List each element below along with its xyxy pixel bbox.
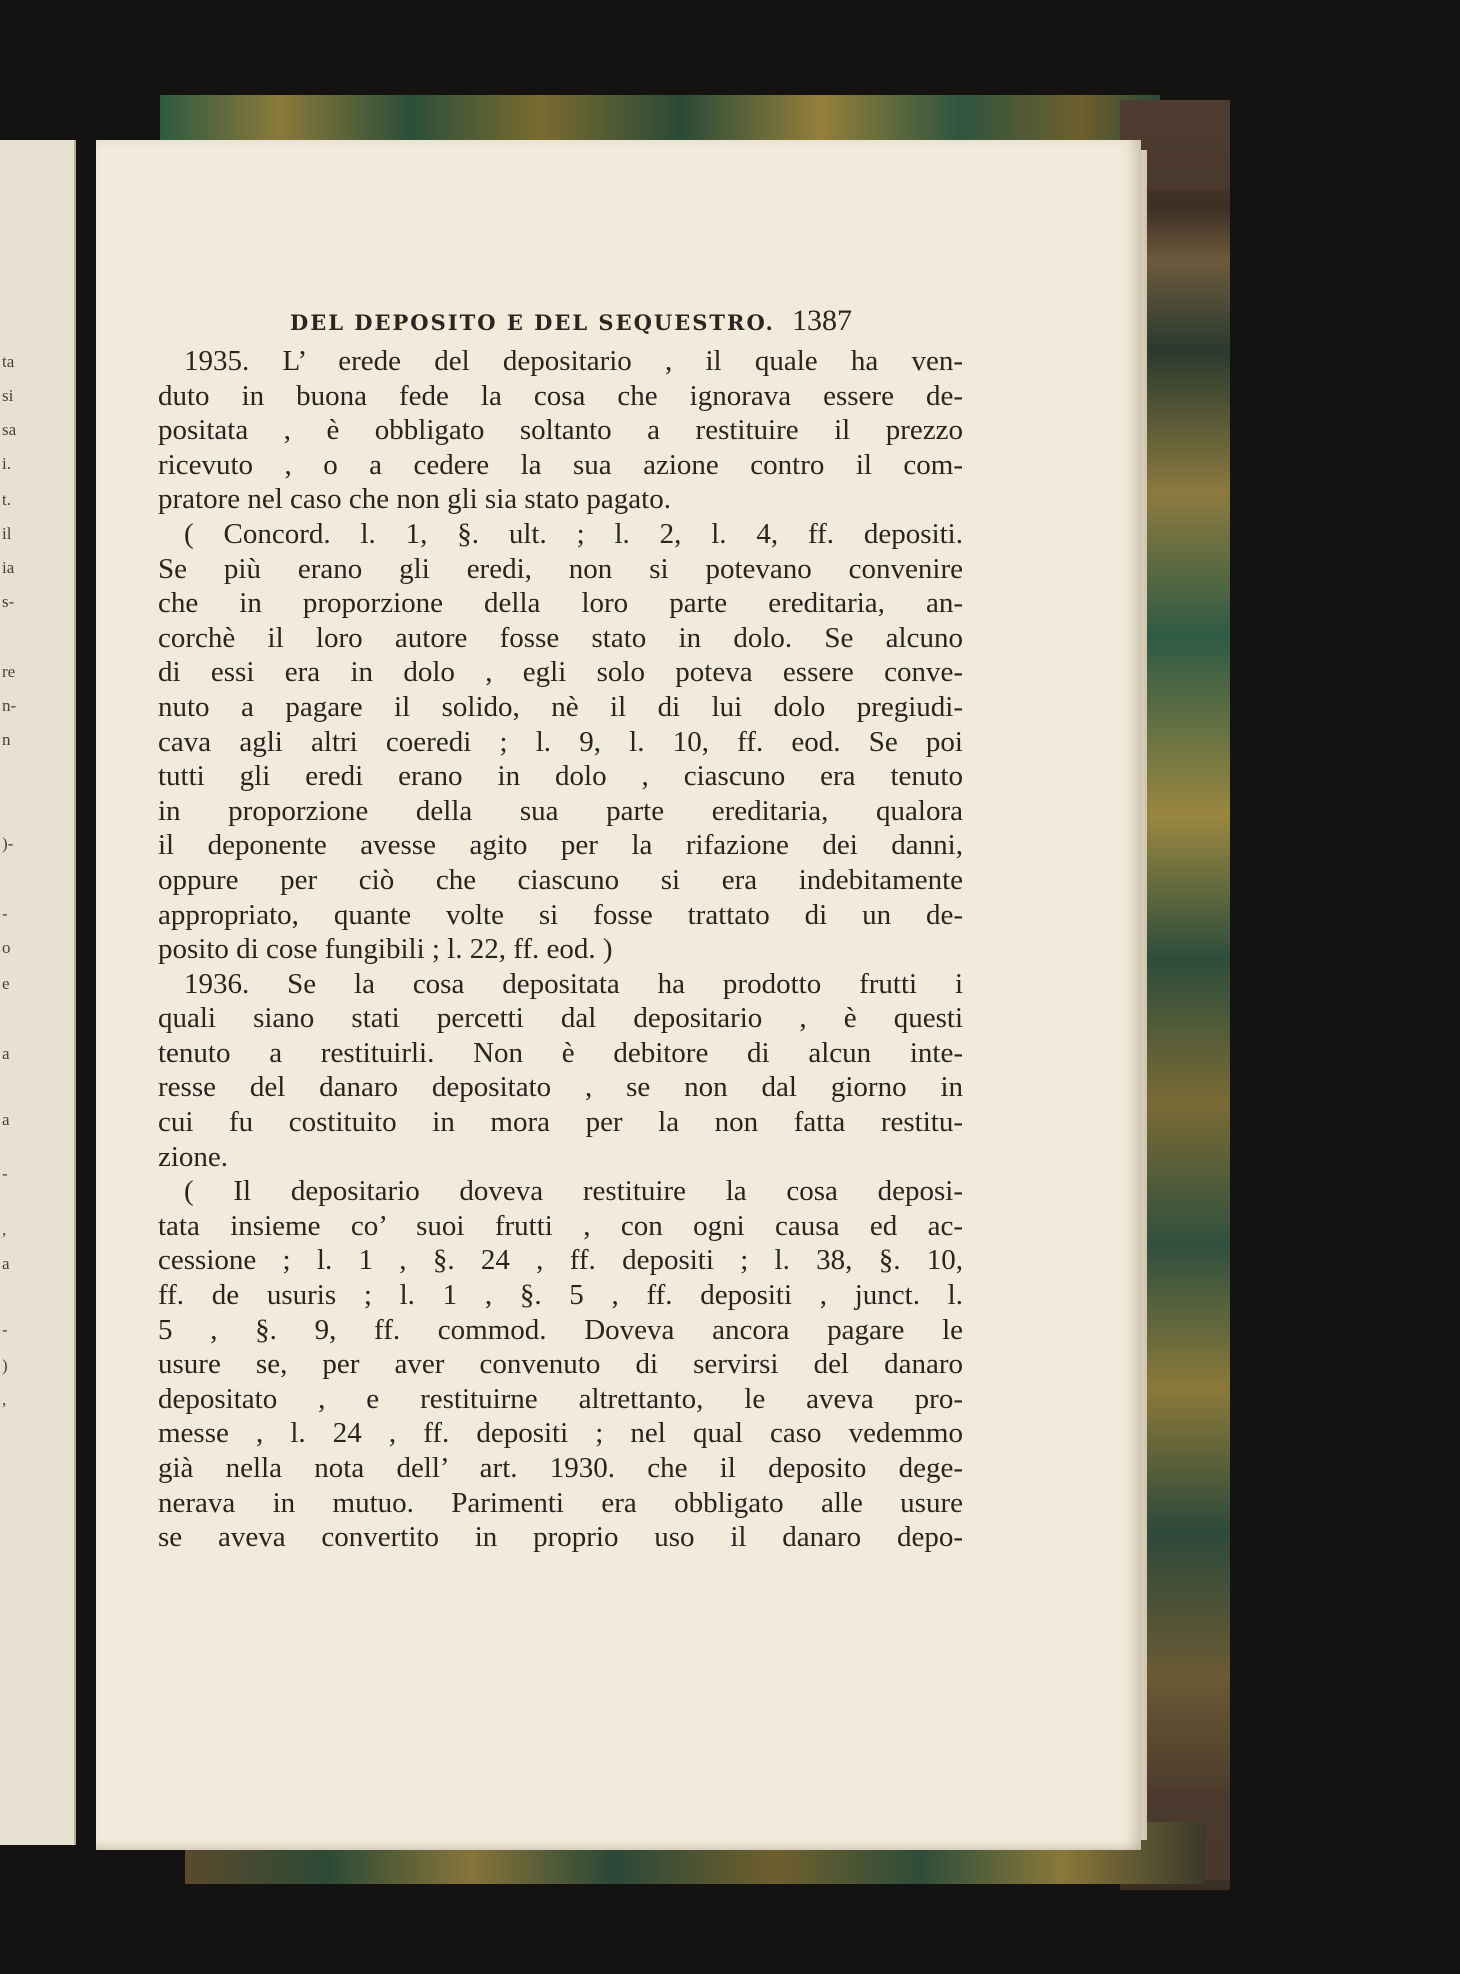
facing-page-fragment: - [2,1320,8,1339]
text-line: corchè il loro autore fosse stato in dolo. Se alcuno [158,621,963,654]
facing-page-fragment: e [2,974,10,993]
text-line: ff. de usuris ; l. 1 , §. 5 , ff. depositi , junct. l. [158,1279,963,1312]
text-line: cava agli altri coeredi ; l. 9, l. 10, ff. eod. Se poi [158,725,963,758]
text-line: cessione ; l. 1 , §. 24 , ff. depositi ; l. 38, §. 10, [158,1244,963,1277]
text-line: 5 , §. 9, ff. commod. Doveva ancora pagare le [158,1313,963,1346]
text-line: che in proporzione della loro parte ereditaria, an- [158,587,963,620]
text-line: nuto a pagare il solido, nè il di lui dolo pregiudi- [158,690,963,723]
facing-page-fragment: il [2,524,12,543]
page-number: 1387 [792,304,852,337]
facing-page-fragment: n- [2,696,17,715]
facing-page-fragment: ta [2,352,15,371]
running-head: DEL DEPOSITO E DEL SEQUESTRO. [290,310,775,335]
text-line: quali siano stati percetti dal depositario , è questi [158,1002,963,1035]
text-line: se aveva convertito in proprio uso il danaro depo- [158,1521,963,1554]
text-line: resse del danaro depositato , se non dal giorno in [158,1071,963,1104]
text-line: Se più erano gli eredi, non si potevano convenire [158,552,963,585]
facing-page-fragment: sa [2,420,17,439]
facing-page-fragment: o [2,938,11,957]
text-line: il deponente avesse agito per la rifazione dei danni, [158,829,963,862]
text-line: cui fu costituito in mora per la non fatta restitu- [158,1106,963,1139]
text-line: tenuto a restituirli. Non è debitore di alcun inte- [158,1036,963,1069]
text-line: tata insieme co’ suoi frutti , con ogni causa ed ac- [158,1209,963,1242]
facing-page-fragment: ) [2,1356,8,1375]
text-line: tutti gli eredi erano in dolo , ciascuno era tenuto [158,760,963,793]
text-line: posito di cose fungibili ; l. 22, ff. eod. ) [158,933,613,966]
facing-page-fragment: a [2,1254,10,1273]
facing-page-fragment: , [2,1390,7,1409]
text-line: pratore nel caso che non gli sia stato pagato. [158,483,671,516]
text-line: ( Il depositario doveva restituire la cosa deposi- [184,1175,963,1208]
text-line: già nella nota dell’ art. 1930. che il deposito dege- [158,1452,963,1484]
text-line: usure se, per aver convenuto di servirsi del danaro [158,1348,963,1381]
text-line: 1935. L’ erede del depositario , il quale ha ven- [184,345,963,377]
text-line: ricevuto , o a cedere la sua azione contro il com- [158,448,963,481]
facing-page-fragment: i. [2,454,11,473]
text-line: di essi era in dolo , egli solo poteva essere conve- [158,656,963,689]
facing-page-fragment: - [2,904,8,923]
facing-page-fragment: ia [2,558,15,577]
facing-page-fragment: re [2,662,16,681]
page-body [158,344,963,1555]
facing-page-fragment: n [2,730,11,749]
text-line: messe , l. 24 , ff. depositi ; nel qual caso vedemmo [158,1417,963,1450]
text-line: appropriato, quante volte si fosse trattato di un de- [158,898,963,931]
facing-page-fragment: si [2,386,14,405]
text-line: ( Concord. l. 1, §. ult. ; l. 2, l. 4, ff. depositi. [184,517,963,550]
text-line: depositato , e restituirne altrettanto, le aveva pro- [158,1382,963,1415]
facing-page-fragment: a [2,1110,10,1129]
text-line: nerava in mutuo. Parimenti era obbligato alle usure [158,1486,963,1519]
facing-page-fragment: a [2,1044,10,1063]
text-line: positata , è obbligato soltanto a restituire il prezzo [158,414,963,447]
facing-page-edge [0,140,76,1845]
text-line: oppure per ciò che ciascuno si era indebitamente [158,863,963,896]
text-line: in proporzione della sua parte ereditaria, qualora [158,794,963,827]
text-line: zione. [158,1140,229,1173]
facing-page-fragment: , [2,1220,7,1239]
text-line: duto in buona fede la cosa che ignorava essere de- [158,379,963,412]
facing-page-fragment: )- [2,834,14,853]
facing-page-fragment: - [2,1164,8,1183]
text-line: 1936. Se la cosa depositata ha prodotto frutti i [184,967,963,1000]
facing-page-fragment: t. [2,490,11,509]
facing-page-fragment: s- [2,592,15,611]
